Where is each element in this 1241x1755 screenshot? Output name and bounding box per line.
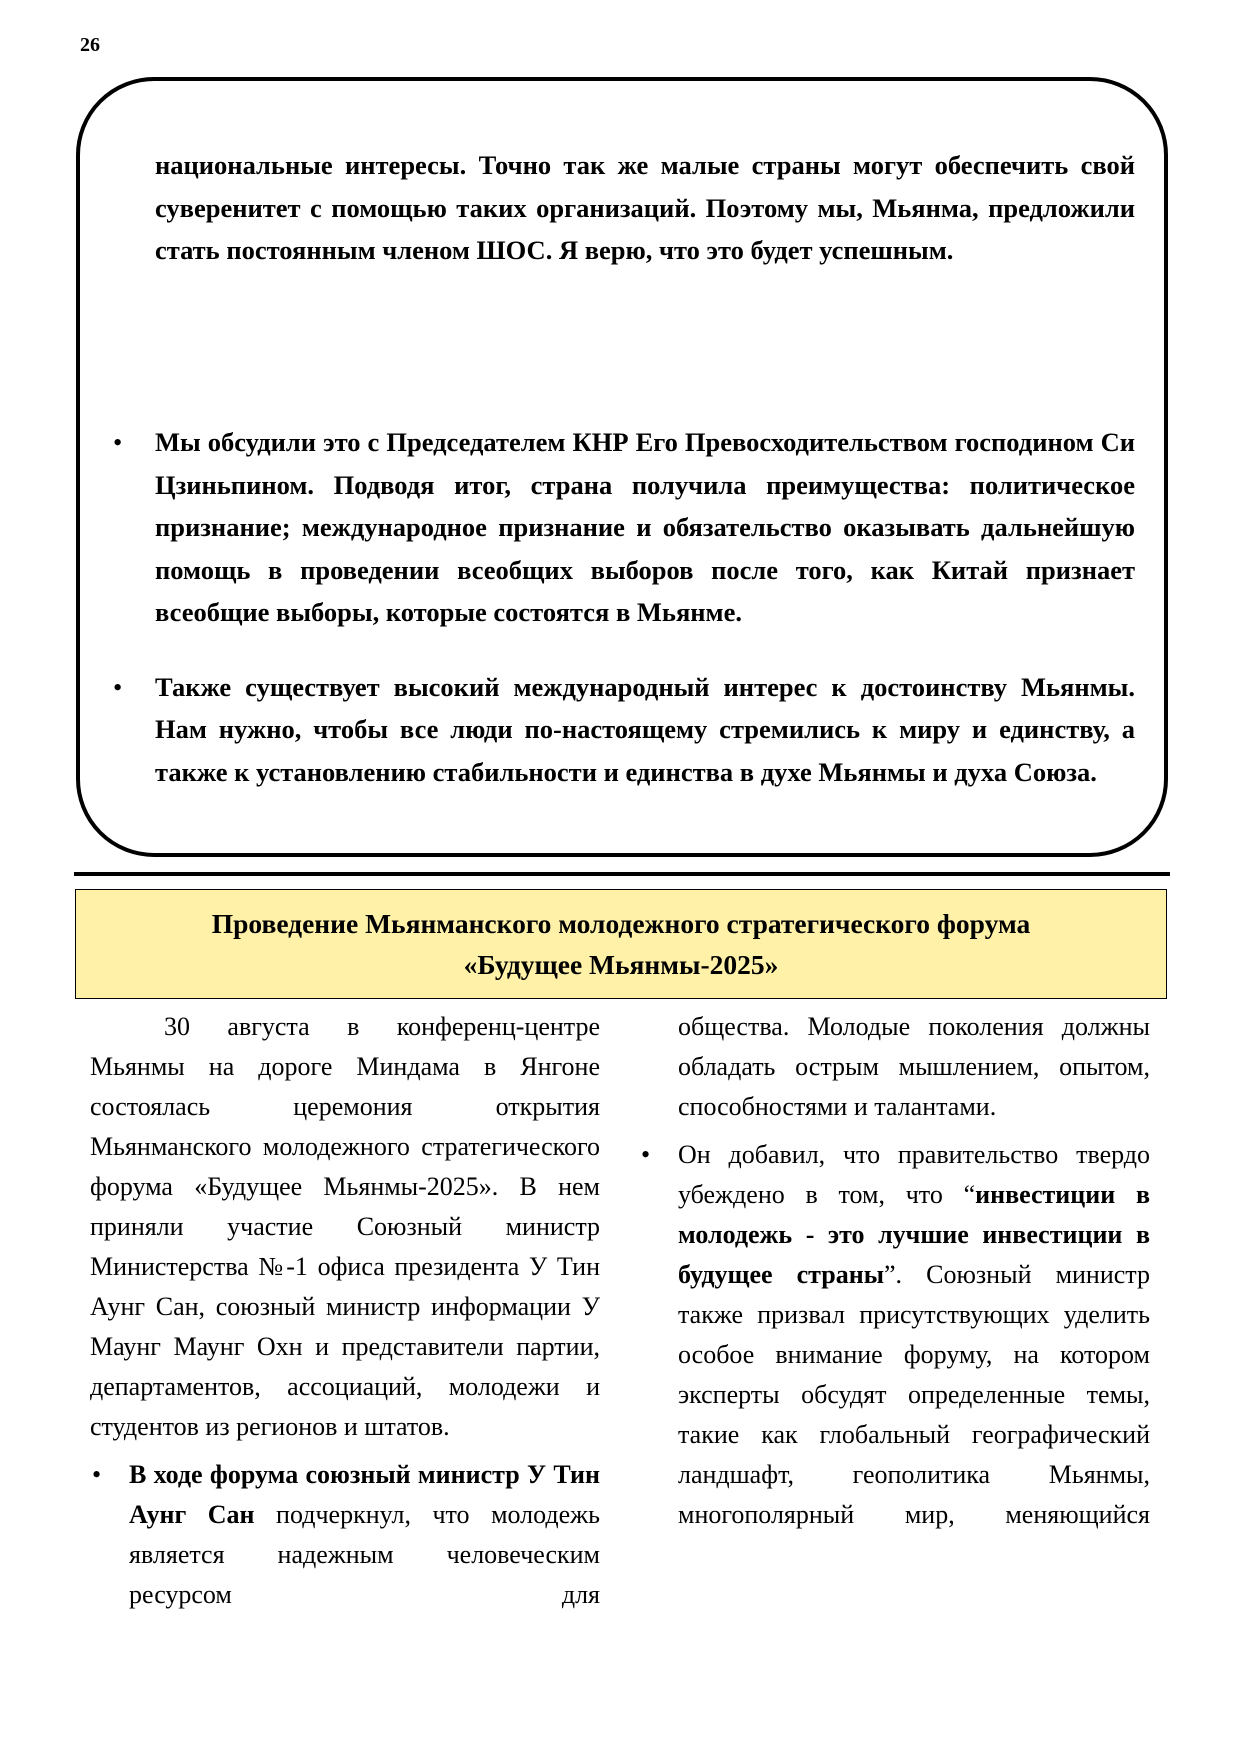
bullet-text: ”. Союзный министр также призвал присутствующих уделить особое внимание форуму, на котором эксперты обсудят определенные темы, такие как глобальный географический ландшафт, геополитика Мьянмы, многополярный мир, меняющийся [678, 1260, 1150, 1529]
headline-line-2: «Будущее Мьянмы-2025» [463, 949, 779, 980]
article-column-left [90, 1007, 600, 1615]
article-bullet-list-right [678, 1135, 1150, 1535]
bullet-bold-text: В ходе форума союзный министр У Тин Аунг Сан [129, 1460, 600, 1529]
page-number: 26 [80, 34, 100, 56]
article-headline [75, 889, 1167, 999]
article-bullet-item [129, 1455, 600, 1615]
article-column-right [678, 1007, 1150, 1535]
quote-box [76, 77, 1168, 857]
quote-bullet-item: • Мы обсудили это с Председателем КНР Его Превосходительством господином Си Цзиньпином. Подводя итог, страна получила преимущества: политическое признание; международное признание и обязательство оказывать дальнейшую помощь в проведении всеобщих выборов после того, как Китай признает всеобщие выборы, которые состоятся в Мьянме. [155, 421, 1135, 634]
article-bullet-list-left [90, 1455, 600, 1615]
bullet-text: подчеркнул, что молодежь является надежным человеческим ресурсом для [129, 1500, 600, 1609]
quote-bullet-list [155, 421, 1135, 825]
section-divider [74, 872, 1170, 876]
bullet-bold-quote: инвестиции в молодежь - это лучшие инвестиции в будущее страны [678, 1180, 1150, 1289]
article-continued-paragraph: общества. Молодые поколения должны обладать острым мышлением, опытом, способностями и талантами. [678, 1012, 1150, 1121]
article-bullet-item [678, 1135, 1150, 1535]
headline-line-1: Проведение Мьянманского молодежного стратегического форума [211, 908, 1031, 939]
quote-continued-paragraph: национальные интересы. Точно так же малые страны могут обеспечить свой суверенитет с помощью таких организаций. Поэтому мы, Мьянма, предложили стать постоянным членом ШОС. Я верю, что это будет успешным. [155, 150, 1135, 265]
quote-bullet-item: • Также существует высокий международный интерес к достоинству Мьянмы. Нам нужно, чтобы все люди по-настоящему стремились к миру и единству, а также к установлению стабильности и единства в духе Мьянмы и духа Союза. [155, 666, 1135, 794]
bullet-text: Он добавил, что правительство твердо убеждено в том, что “ [678, 1140, 1150, 1209]
article-lead-paragraph: 30 августа в конференц-центре Мьянмы на дороге Миндама в Янгоне состоялась церемония открытия Мьянманского молодежного стратегического форума «Будущее Мьянмы-2025». В нем приняли участие Союзный министр Министерства №-1 офиса президента У Тин Аунг Сан, союзный министр информации У Маунг Маунг Охн и представители партии, департаментов, ассоциаций, молодежи и студентов из регионов и штатов. [90, 1012, 600, 1441]
